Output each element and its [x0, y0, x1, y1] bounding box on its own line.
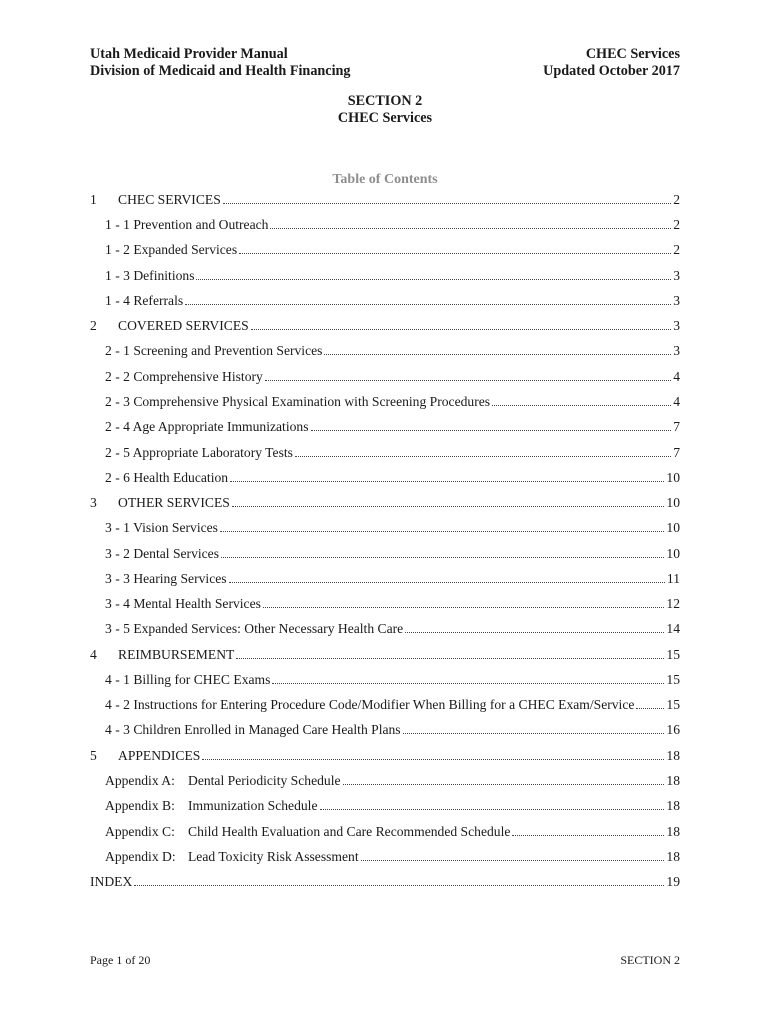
toc-entry-page: 11	[666, 571, 680, 586]
toc-entry-page: 18	[666, 849, 680, 864]
appendix-label: Appendix C:	[105, 824, 175, 839]
toc-leader-dots	[251, 328, 671, 330]
toc-entry[interactable]	[90, 289, 680, 309]
toc-entry-title: 3 - 1 Vision Services	[105, 520, 218, 535]
section-number: SECTION 2	[347, 93, 423, 109]
toc-entry-title: Immunization Schedule	[188, 798, 318, 813]
toc-entry[interactable]	[90, 870, 680, 890]
toc-entry-title: 1 - 3 Definitions	[105, 268, 195, 283]
toc-entry-title: 1 - 4 Referrals	[105, 293, 184, 308]
toc-entry-title: 3 - 3 Hearing Services	[105, 571, 227, 586]
toc-entry[interactable]	[90, 441, 680, 461]
toc-entry[interactable]	[90, 390, 680, 410]
toc-entry-title: REIMBURSEMENT	[118, 647, 235, 662]
toc-leader-dots	[196, 278, 671, 280]
toc-leader-dots	[512, 834, 664, 836]
toc-entry[interactable]	[90, 542, 680, 562]
toc-entry-page: 10	[666, 520, 680, 535]
toc-entry-title: CHEC SERVICES	[118, 192, 221, 207]
toc-entry[interactable]	[90, 238, 680, 258]
toc-leader-dots	[361, 859, 665, 861]
toc-leader-dots	[320, 808, 665, 810]
toc-leader-dots	[202, 758, 664, 760]
toc-entry[interactable]	[90, 188, 680, 208]
header-right	[543, 46, 680, 80]
toc-leader-dots	[324, 353, 671, 355]
toc-entry-page: 14	[666, 621, 680, 636]
toc-leader-dots	[232, 505, 665, 507]
toc-leader-dots	[220, 530, 664, 532]
toc-entry-number: 1	[90, 192, 97, 207]
toc-entry[interactable]	[90, 339, 680, 359]
page-number: Page 1 of 20	[90, 953, 151, 967]
toc-entry[interactable]	[90, 491, 680, 511]
toc-entry-title: Lead Toxicity Risk Assessment	[188, 849, 359, 864]
toc-entry[interactable]	[90, 693, 680, 713]
toc-entry-page: 15	[666, 647, 680, 662]
toc-entry[interactable]	[90, 617, 680, 637]
toc-entry-title: 1 - 2 Expanded Services	[105, 242, 238, 257]
toc-entry[interactable]	[90, 668, 680, 688]
toc-entry-title: 2 - 1 Screening and Prevention Services	[105, 343, 323, 358]
toc-entry[interactable]	[90, 718, 680, 738]
toc-entry[interactable]	[90, 592, 680, 612]
toc-entry-title: 2 - 4 Age Appropriate Immunizations	[105, 419, 309, 434]
toc-entry-page: 19	[666, 874, 680, 889]
toc-entry-page: 16	[666, 722, 680, 737]
toc-entry-page: 10	[666, 470, 680, 485]
toc-leader-dots	[295, 455, 671, 457]
toc-leader-dots	[343, 783, 665, 785]
section-name: CHEC Services	[337, 110, 433, 126]
toc-entry-title: 3 - 5 Expanded Services: Other Necessary Health Care	[105, 621, 404, 636]
toc-entry-title: OTHER SERVICES	[118, 495, 230, 510]
toc-entry-page: 15	[666, 672, 680, 687]
toc-entry-page: 2	[673, 217, 680, 232]
toc-entry-page: 18	[666, 773, 680, 788]
toc-entry-page: 3	[673, 268, 680, 283]
toc-entry-title: 3 - 4 Mental Health Services	[105, 596, 261, 611]
toc-heading: Table of Contents	[332, 172, 438, 187]
toc-entry-page: 2	[673, 242, 680, 257]
toc-entry[interactable]	[90, 643, 680, 663]
toc-entry[interactable]	[90, 365, 680, 385]
toc-entry-page: 10	[666, 546, 680, 561]
toc-entry-number: 3	[90, 495, 97, 510]
toc-entry-title: 3 - 2 Dental Services	[105, 546, 220, 561]
toc-entry-title: 4 - 3 Children Enrolled in Managed Care Health Plans	[105, 722, 401, 737]
toc-entry[interactable]	[90, 264, 680, 284]
toc-entry[interactable]	[90, 314, 680, 334]
toc-leader-dots	[223, 202, 671, 204]
toc-entry-page: 4	[673, 394, 680, 409]
toc-entry-title: 2 - 3 Comprehensive Physical Examination with Screening Procedures	[105, 394, 491, 409]
toc-entry[interactable]	[90, 820, 680, 840]
toc-entry-title: Dental Periodicity Schedule	[188, 773, 341, 788]
toc-entry-page: 7	[673, 419, 680, 434]
header-section-name: CHEC Services	[585, 46, 680, 62]
toc-leader-dots	[265, 379, 671, 381]
toc-leader-dots	[403, 732, 665, 734]
toc-leader-dots	[239, 252, 671, 254]
toc-leader-dots	[636, 707, 664, 709]
appendix-label: Appendix A:	[105, 773, 175, 788]
header-left	[90, 46, 351, 80]
manual-title: Utah Medicaid Provider Manual	[90, 46, 288, 62]
toc-leader-dots	[405, 631, 664, 633]
toc-entry-page: 18	[666, 798, 680, 813]
toc-entry-page: 3	[673, 343, 680, 358]
toc-leader-dots	[263, 606, 665, 608]
toc-entry[interactable]	[90, 213, 680, 233]
toc-leader-dots	[185, 303, 671, 305]
updated-date: Updated October 2017	[543, 63, 680, 79]
toc-entry[interactable]	[90, 769, 680, 789]
toc-entry-page: 4	[673, 369, 680, 384]
toc-entry-number: 5	[90, 748, 97, 763]
toc-entry-page: 3	[673, 318, 680, 333]
toc-entry[interactable]	[90, 466, 680, 486]
toc-entry-title: Child Health Evaluation and Care Recommended Schedule	[188, 824, 511, 839]
toc-entry-title: APPENDICES	[118, 748, 201, 763]
toc-entry-title: 1 - 1 Prevention and Outreach	[105, 217, 269, 232]
toc-entry-title: 4 - 1 Billing for CHEC Exams	[105, 672, 271, 687]
toc-entry-title: 4 - 2 Instructions for Entering Procedure Code/Modifier When Billing for a CHEC Exam/Service	[105, 697, 635, 712]
toc-entry-title: INDEX	[90, 874, 133, 889]
toc-leader-dots	[236, 657, 664, 659]
toc-entry-page: 12	[666, 596, 680, 611]
toc-leader-dots	[230, 480, 664, 482]
toc-leader-dots	[134, 884, 664, 886]
appendix-label: Appendix B:	[105, 798, 175, 813]
toc-entry-number: 2	[90, 318, 97, 333]
toc-entry[interactable]	[90, 567, 680, 587]
toc-leader-dots	[229, 581, 665, 583]
toc-entry[interactable]	[90, 794, 680, 814]
toc-leader-dots	[492, 404, 671, 406]
toc-entry-title: 2 - 6 Health Education	[105, 470, 229, 485]
appendix-label: Appendix D:	[105, 849, 176, 864]
footer-section: SECTION 2	[620, 953, 680, 967]
toc-entry[interactable]	[90, 415, 680, 435]
toc-leader-dots	[272, 682, 664, 684]
toc-entry-title: 2 - 5 Appropriate Laboratory Tests	[105, 445, 293, 460]
toc-entry[interactable]	[90, 845, 680, 865]
toc-entry-number: 4	[90, 647, 97, 662]
toc-entry[interactable]	[90, 516, 680, 536]
toc-entry[interactable]	[90, 744, 680, 764]
section-title	[0, 93, 770, 127]
toc-leader-dots	[270, 227, 671, 229]
toc-entry-title: COVERED SERVICES	[118, 318, 249, 333]
toc-entry-page: 7	[673, 445, 680, 460]
toc-leader-dots	[311, 429, 672, 431]
toc-entry-page: 3	[673, 293, 680, 308]
division-name: Division of Medicaid and Health Financing	[90, 63, 351, 79]
toc-entry-page: 18	[666, 748, 680, 763]
toc-leader-dots	[221, 556, 664, 558]
toc-entry-title: 2 - 2 Comprehensive History	[105, 369, 263, 384]
toc-entry-page: 10	[666, 495, 680, 510]
toc-entry-page: 18	[666, 824, 680, 839]
toc-entry-page: 2	[673, 192, 680, 207]
toc-entry-page: 15	[666, 697, 680, 712]
